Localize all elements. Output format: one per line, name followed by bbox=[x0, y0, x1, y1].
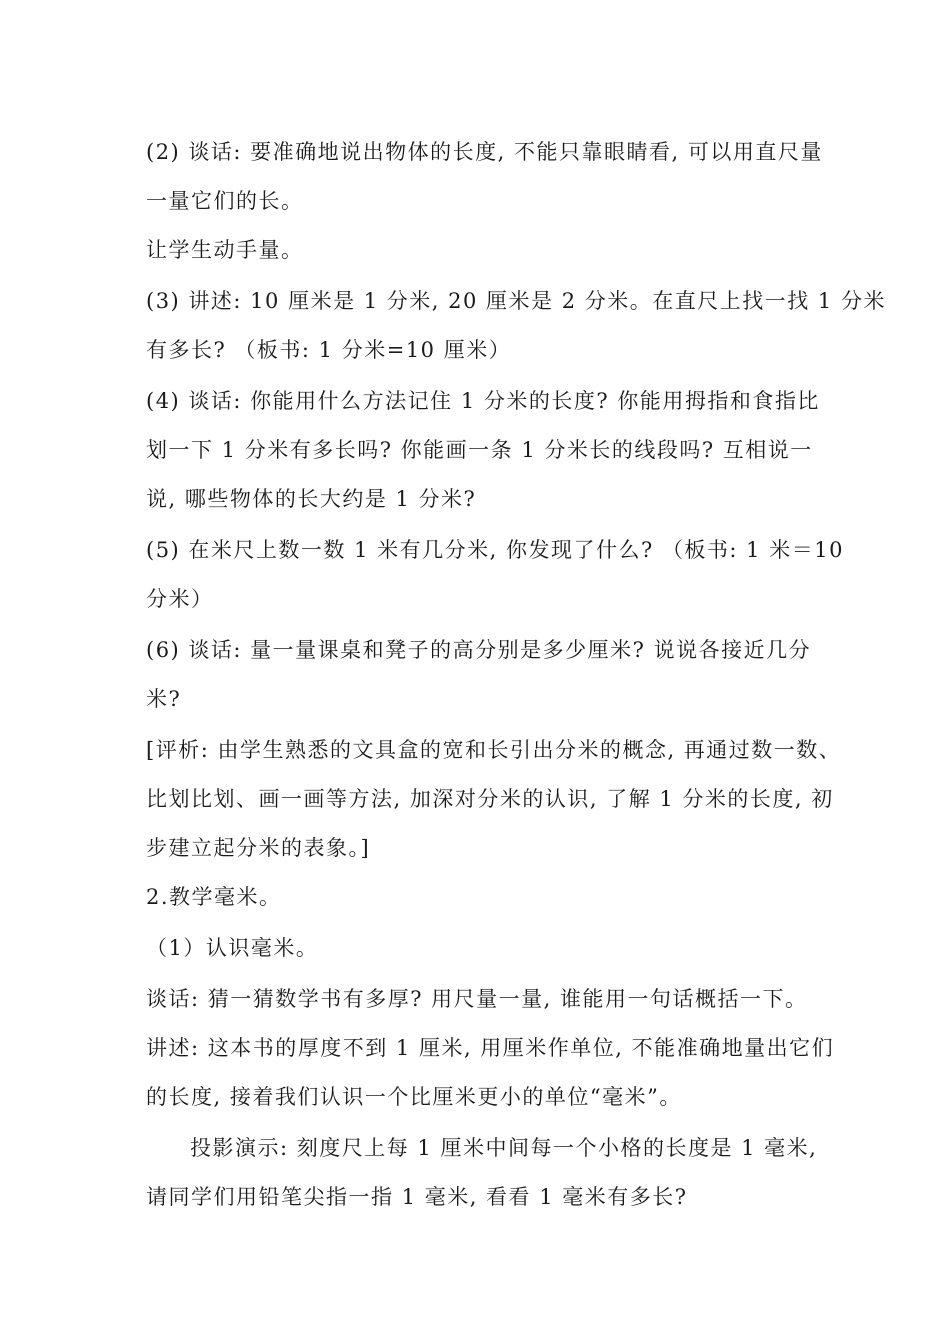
text-line-18: 谈话: 猜一猜数学书有多厚? 用尺量一量, 谁能用一句话概括一下。 bbox=[146, 987, 808, 1011]
text-line-13: [评析: 由学生熟悉的文具盒的宽和长引出分米的概念, 再通过数一数、 bbox=[146, 738, 842, 762]
text-line-3: 让学生动手量。 bbox=[146, 238, 304, 262]
text-line-21: 投影演示: 刻度尺上每 1 厘米中间每一个小格的长度是 1 毫米, bbox=[190, 1136, 818, 1160]
section-heading: 2.教学毫米。 bbox=[146, 885, 282, 909]
text-line-6: (4) 谈话: 你能用什么方法记住 1 分米的长度? 你能用拇指和食指比 bbox=[146, 389, 820, 413]
text-line-10: 分米） bbox=[146, 587, 214, 611]
subsection-heading: （1）认识毫米。 bbox=[146, 936, 319, 960]
text-line-1: (2) 谈话: 要准确地说出物体的长度, 不能只靠眼睛看, 可以用直尺量 bbox=[146, 140, 823, 164]
text-line-20: 的长度, 接着我们认识一个比厘米更小的单位“毫米”。 bbox=[146, 1085, 682, 1109]
text-line-11: (6) 谈话: 量一量课桌和凳子的高分别是多少厘米? 说说各接近几分 bbox=[146, 638, 812, 662]
text-line-5: 有多长? （板书: 1 分米=10 厘米） bbox=[146, 338, 512, 362]
text-line-14: 比划比划、画一画等方法, 加深对分米的认识, 了解 1 分米的长度, 初 bbox=[146, 787, 834, 811]
text-line-22: 请同学们用铅笔尖指一指 1 毫米, 看看 1 毫米有多长? bbox=[146, 1185, 688, 1209]
text-line-4: (3) 讲述: 10 厘米是 1 分米, 20 厘米是 2 分米。在直尺上找一找 1 分米 bbox=[146, 289, 886, 313]
text-line-9: (5) 在米尺上数一数 1 米有几分米, 你发现了什么? （板书: 1 米＝10 bbox=[146, 538, 844, 562]
text-line-12: 米? bbox=[146, 687, 182, 711]
text-line-15: 步建立起分米的表象。] bbox=[146, 836, 371, 860]
text-line-8: 说, 哪些物体的长大约是 1 分米? bbox=[146, 487, 477, 511]
text-line-2: 一量它们的长。 bbox=[146, 189, 304, 213]
text-line-19: 讲述: 这本书的厚度不到 1 厘米, 用厘米作单位, 不能准确地量出它们 bbox=[146, 1036, 835, 1060]
text-line-7: 划一下 1 分米有多长吗? 你能画一条 1 分米长的线段吗? 互相说一 bbox=[146, 438, 813, 462]
